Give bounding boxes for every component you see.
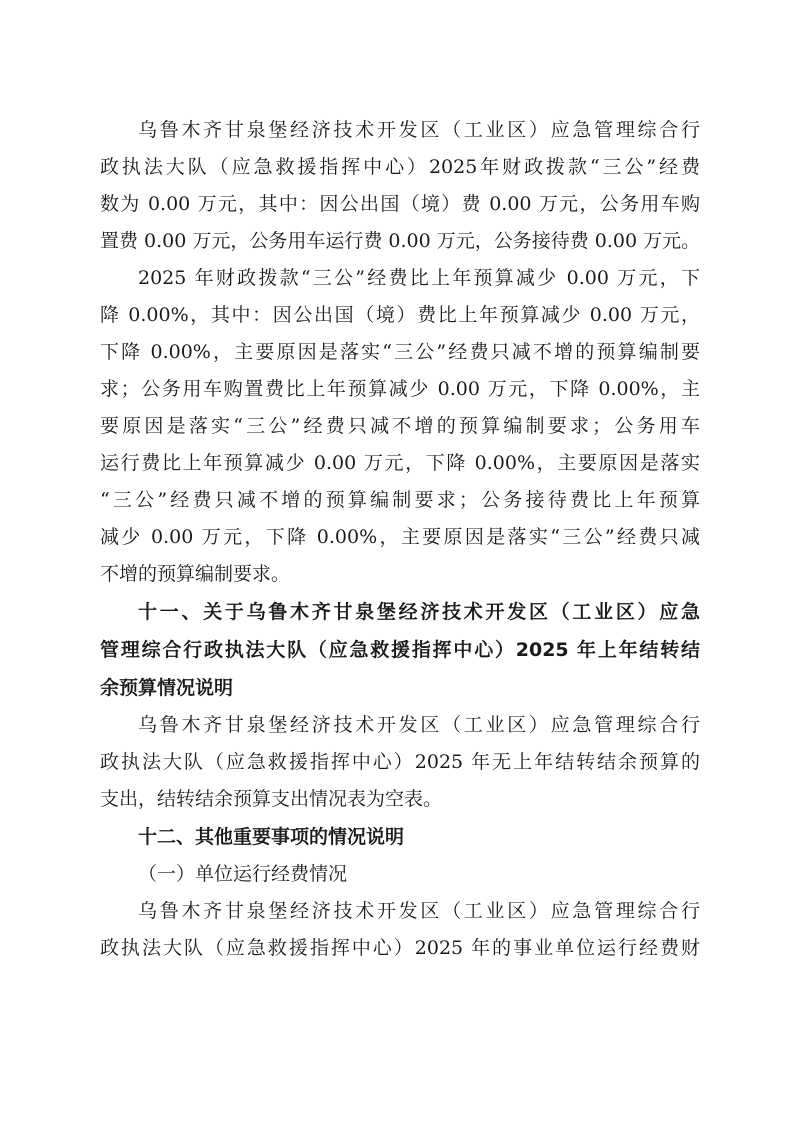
paragraph-line: 政执法大队（应急救援指挥中心）2025 年无上年结转结余预算的: [100, 751, 700, 773]
paragraph-line: 政执法大队（应急救援指挥中心）2025年财政拨款“三公”经费: [100, 156, 700, 178]
subsection-heading-line: （一）单位运行经费情况: [138, 863, 348, 885]
paragraph-line: 政执法大队（应急救援指挥中心）2025 年的事业单位运行经费财: [100, 937, 700, 959]
document-body: [100, 112, 700, 967]
section-heading-line: 余预算情况说明: [100, 677, 234, 699]
paragraph-line: 置费 0.00 万元，公务用车运行费 0.00 万元，公务接待费 0.00 万元。: [100, 230, 700, 252]
paragraph-line: 不增的预算编制要求。: [100, 563, 291, 585]
paragraph-line: 乌鲁木齐甘泉堡经济技术开发区（工业区）应急管理综合行: [138, 900, 700, 922]
paragraph-line: “三公”经费只减不增的预算编制要求；公务接待费比上年预算: [100, 489, 700, 511]
paragraph-line: 要原因是落实“三公”经费只减不增的预算编制要求；公务用车: [100, 415, 700, 437]
section-heading-line: 十二、其他重要事项的情况说明: [138, 826, 405, 848]
section-heading-line: 管理综合行政执法大队（应急救援指挥中心）2025 年上年结转结: [100, 639, 700, 661]
paragraph-line: 减少 0.00 万元，下降 0.00%，主要原因是落实“三公”经费只减: [100, 526, 700, 548]
paragraph-line: 降 0.00%，其中：因公出国（境）费比上年预算减少 0.00 万元，: [100, 304, 700, 326]
section-heading-line: 十一、关于乌鲁木齐甘泉堡经济技术开发区（工业区）应急: [138, 601, 700, 623]
paragraph-line: 2025 年财政拨款“三公”经费比上年预算减少 0.00 万元，下: [138, 267, 700, 289]
paragraph-line: 乌鲁木齐甘泉堡经济技术开发区（工业区）应急管理综合行: [138, 714, 700, 736]
paragraph-line: 数为 0.00 万元，其中：因公出国（境）费 0.00 万元，公务用车购: [100, 193, 700, 215]
paragraph-line: 运行费比上年预算减少 0.00 万元，下降 0.00%，主要原因是落实: [100, 452, 700, 474]
paragraph-line: 乌鲁木齐甘泉堡经济技术开发区（工业区）应急管理综合行: [138, 119, 700, 141]
paragraph-line: 支出，结转结余预算支出情况表为空表。: [100, 788, 443, 810]
paragraph-line: 下降 0.00%，主要原因是落实“三公”经费只减不增的预算编制要: [100, 341, 700, 363]
paragraph-line: 求；公务用车购置费比上年预算减少 0.00 万元，下降 0.00%，主: [100, 378, 700, 400]
